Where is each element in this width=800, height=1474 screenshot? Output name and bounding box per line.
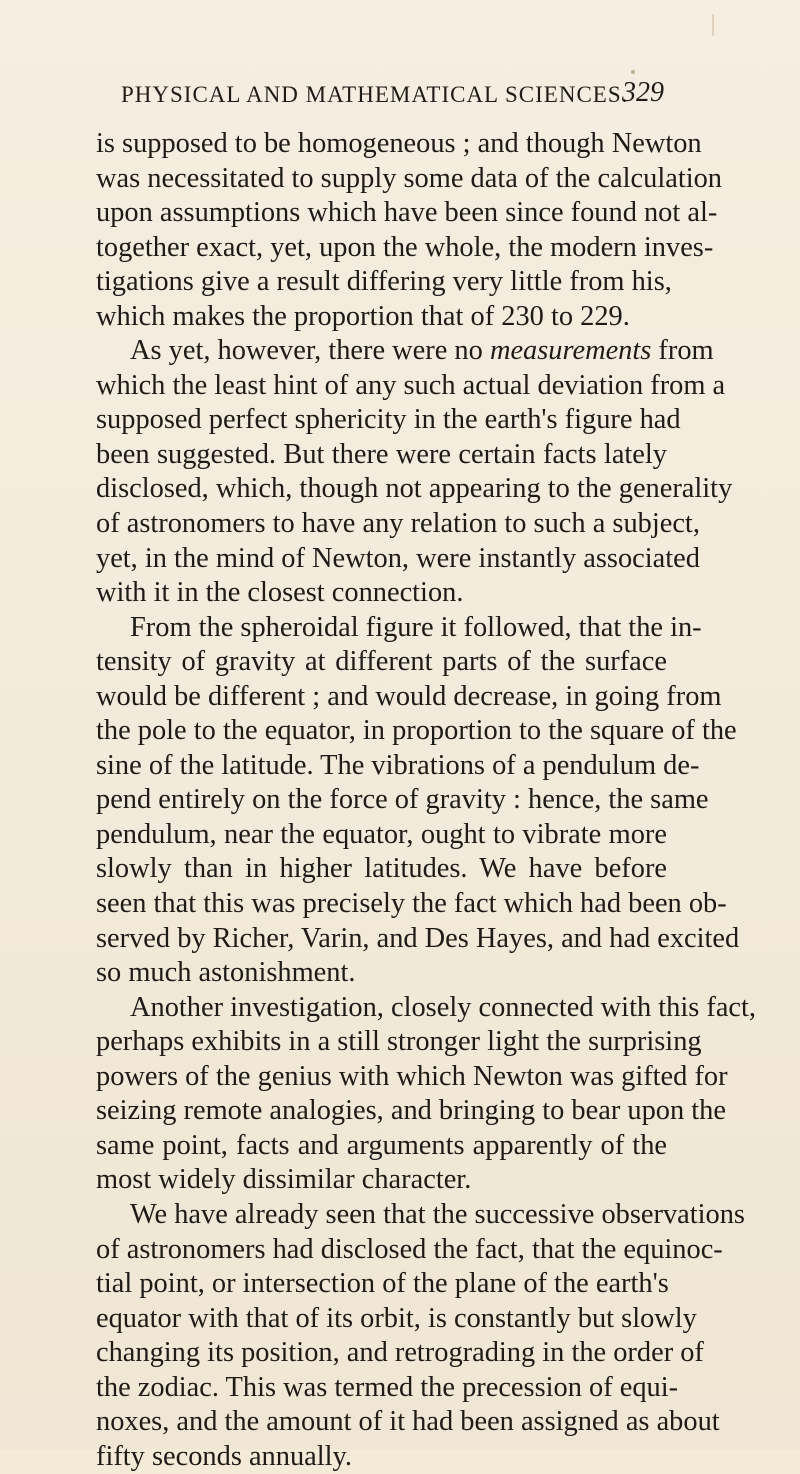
text-segment: from — [658, 335, 714, 367]
emphasized-word: measurements — [489, 335, 652, 367]
text-line: was necessitated to supply some data of the calculation — [96, 162, 722, 194]
text-line: disclosed, which, though not appearing to the generality — [96, 473, 733, 505]
paper-speck — [631, 70, 635, 74]
text-line: pend entirely on the force of gravity : hence, the same — [96, 784, 709, 816]
text-line: fifty seconds annually. — [96, 1440, 352, 1472]
text-line: the pole to the equator, in proportion to the square of the — [96, 715, 737, 747]
body-text — [96, 127, 757, 1474]
text-line: the zodiac. This was termed the precession of equi- — [96, 1371, 679, 1403]
text-line: upon assumptions which have been since found not al- — [96, 197, 718, 229]
text-line: so much astonishment. — [96, 957, 356, 989]
paper-speck — [712, 14, 714, 36]
text-line: tial point, or intersection of the plane of the earth's — [96, 1268, 669, 1300]
text-line: pendulum, near the equator, ought to vibrate more — [96, 818, 667, 850]
text-line: of astronomers to have any relation to such a subject, — [96, 508, 700, 540]
text-segment: As yet, however, there were no — [130, 335, 483, 367]
text-line: together exact, yet, upon the whole, the modern inves- — [96, 231, 714, 263]
text-line: equator with that of its orbit, is constantly but slowly — [96, 1302, 697, 1334]
text-line: changing its position, and retrograding in the order of — [96, 1337, 704, 1369]
text-line: is supposed to be homogeneous ; and though Newton — [96, 128, 702, 159]
text-line: of astronomers had disclosed the fact, that the equinoc- — [96, 1233, 723, 1265]
text-line: tigations give a result differing very little from his, — [96, 266, 672, 298]
text-line: noxes, and the amount of it had been assigned as about — [96, 1406, 720, 1438]
text-line: seen that this was precisely the fact which had been ob- — [96, 888, 727, 920]
text-line: powers of the genius with which Newton was gifted for — [96, 1060, 728, 1092]
text-line: would be different ; and would decrease, in going from — [96, 680, 722, 712]
running-title: PHYSICAL AND MATHEMATICAL SCIENCES. — [121, 82, 629, 107]
text-line: Another investigation, closely connected with this fact, — [130, 991, 757, 1023]
text-line: From the spheroidal figure it followed, that the in- — [130, 611, 702, 643]
text-line: which the least hint of any such actual deviation from a — [96, 369, 726, 401]
text-line: seizing remote analogies, and bringing to bear upon the — [96, 1095, 726, 1127]
text-line: been suggested. But there were certain facts lately — [96, 438, 667, 470]
text-line: We have already seen that the successive observations — [130, 1198, 745, 1230]
text-line: slowly than in higher latitudes. We have before — [96, 853, 667, 885]
text-line: supposed perfect sphericity in the earth's figure had — [96, 404, 681, 436]
text-line: most widely dissimilar character. — [96, 1164, 472, 1196]
text-line: perhaps exhibits in a still stronger light the surprising — [96, 1026, 702, 1058]
text-line: tensity of gravity at different parts of the surface — [96, 646, 667, 678]
text-line: yet, in the mind of Newton, were instantly associated — [96, 542, 700, 574]
text-line: sine of the latitude. The vibrations of a pendulum de- — [96, 749, 700, 781]
text-line: served by Richer, Varin, and Des Hayes, and had excited — [96, 922, 740, 954]
page-number: 329 — [622, 77, 664, 108]
text-line: same point, facts and arguments apparently of the — [96, 1129, 667, 1161]
text-line: which makes the proportion that of 230 to 229. — [96, 300, 630, 332]
text-line: with it in the closest connection. — [96, 577, 464, 609]
text-line-with-emphasis — [96, 334, 714, 369]
